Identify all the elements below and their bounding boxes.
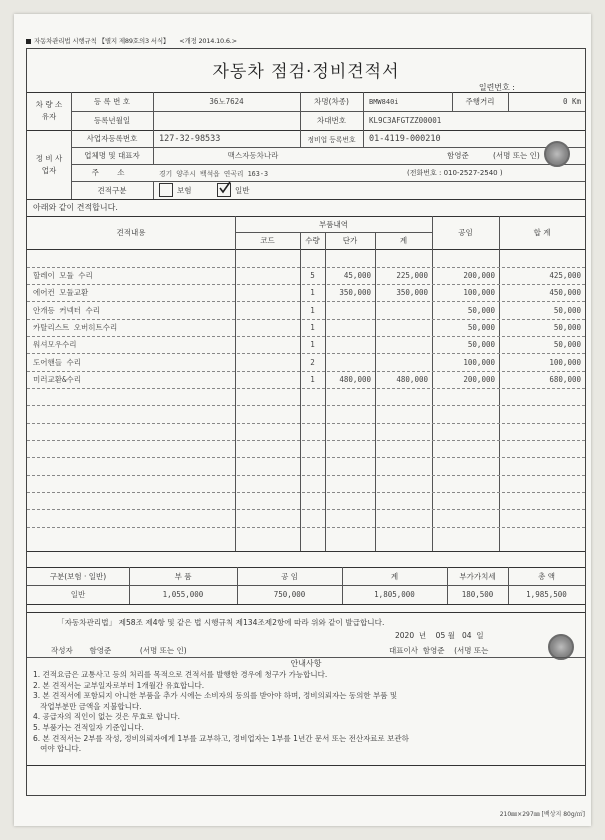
sum-vat-value: 180,500 [461, 590, 494, 599]
ceo-label: 대표이사 [389, 645, 418, 655]
sum-labor-header: 공 임 [281, 571, 298, 581]
year-label: 년 [418, 630, 427, 640]
col-item-header: 견적내용 [116, 228, 146, 237]
row-4-total: 50,000 [553, 340, 581, 349]
regdate-value [153, 111, 300, 130]
bizno-label: 사업자등록번호 [86, 134, 138, 143]
sum-parts-value: 1,055,000 [162, 590, 204, 599]
mileage-value: 0 Km [562, 97, 581, 106]
plate-label: 등 록 번 호 [93, 97, 131, 106]
row-3-labor: 50,000 [467, 323, 495, 332]
row-2-qty: 1 [310, 305, 315, 315]
row-2-item: 안개등 커넥터 수리 [33, 305, 100, 315]
issue-date [395, 629, 575, 641]
row-3-total: 50,000 [553, 323, 581, 332]
regulation-note: 자동차관리법 시행규칙 【별지 제89호의3 서식】 [34, 37, 170, 45]
general-checkbox[interactable] [217, 183, 231, 197]
repairno-value: 01-4119-000210 [369, 133, 441, 144]
notice-title: 안내사항 [290, 659, 322, 668]
row-1-item: 에어컨 모듈교환 [33, 288, 89, 297]
row-3-item: 카탈리스트 오버히트수리 [33, 323, 118, 332]
notice-item-5: 5. 부품가는 견적일자 기준입니다. [33, 722, 144, 732]
bizno-value: 127-32-98533 [159, 133, 221, 144]
company-name-label: 업체명 및 대표자 [84, 151, 140, 160]
sum-type-header: 구분(보험 · 일반) [49, 571, 107, 581]
col-parts-header: 부품내역 [319, 219, 348, 229]
row-6-labor: 200,000 [463, 375, 495, 384]
row-1-price: 350,000 [339, 288, 371, 297]
law-text: 「자동차관리법」 제58조 제4항 및 같은 법 시행규칙 제134조제2항에 따라 위와 같이 발급합니다. [57, 617, 385, 627]
sum-labor-value: 750,000 [273, 590, 306, 599]
row-5-labor: 100,000 [463, 357, 495, 367]
row-2-labor: 50,000 [467, 305, 495, 315]
sum-sum-header: 계 [390, 571, 399, 581]
row-2-total: 50,000 [553, 305, 581, 315]
row-5-total: 100,000 [549, 357, 581, 367]
phone-value: (전화번호 : 010-2527-2540 ) [407, 168, 503, 177]
notice-item-1: 1. 견적요금은 교통사고 등의 처리를 목적으로 견적서를 발행한 경우에 청구가 가능합니다. [33, 670, 328, 679]
month-label: 월 [447, 630, 455, 640]
insurance-label: 보험 [177, 185, 192, 195]
col-code-header: 코드 [260, 236, 275, 245]
check-mark-icon [218, 181, 232, 195]
notice-item-6: 6. 본 견적서는 2부를 작성, 정비의뢰자에게 1부를 교부하고, 정비업자는 1부를 1년간 문서 또는 전산자료로 보관하 [33, 733, 409, 743]
sum-grand-value: 1,985,500 [526, 590, 567, 599]
notice-item-6b: 여야 합니다. [33, 744, 82, 754]
notice-item-3b: 작업부분만 금액을 지불합니다. [33, 701, 142, 711]
row-1-qty: 1 [310, 288, 315, 297]
notice-item-4: 4. 공급자의 직인이 없는 것은 무효로 합니다. [33, 712, 181, 722]
issue-year: 2020 [395, 630, 415, 640]
revision-note: <개정 2014.10.6.> [179, 37, 237, 45]
row-4-qty: 1 [310, 340, 315, 349]
row-0-qty: 5 [310, 271, 315, 280]
sum-vat-header: 부가가치세 [459, 571, 496, 581]
page-title: 자동차 점검·정비견적서 [212, 62, 400, 82]
row-0-item: 할레이 모듈 수리 [33, 271, 93, 280]
col-qty-header: 수량 [305, 236, 320, 245]
address-value: 경기 양주시 백석읍 연곡리 163-3 [159, 169, 269, 178]
day-label: 일 [476, 630, 484, 640]
issue-day: 04 [462, 630, 472, 640]
col-price-header: 단가 [342, 236, 358, 245]
row-0-total: 425,000 [549, 271, 581, 280]
ceo-sign-label: (서명 또는 [454, 645, 489, 655]
model-label: 차명(차종) [314, 97, 349, 106]
writer-label: 작성자 [51, 645, 73, 655]
writer-sign-label: (서명 또는 인) [139, 645, 187, 655]
paper-size-note: 210㎜×297㎜ [백상지 80g/㎡] [499, 811, 585, 818]
company-name-value: 맥스자동차나라 [227, 151, 279, 160]
owner-name: 함영준 [447, 151, 469, 160]
row-4-item: 워셔모우수리 [33, 340, 77, 349]
repairno-label: 정비업 등록번호 [307, 135, 356, 144]
row-1-labor: 100,000 [463, 288, 495, 297]
vin-label: 차대번호 [317, 116, 346, 125]
issue-month: 05 [435, 630, 446, 640]
row-0-price: 45,000 [343, 271, 371, 280]
sum-grand-header: 총 액 [538, 571, 555, 581]
col-amount-header: 계 [399, 236, 408, 245]
owner-sign-label: (서명 또는 인) [493, 151, 540, 160]
notice-item-2: 2. 본 견적서는 교부일자로부터 1개월간 유효합니다. [33, 680, 205, 690]
ceo-value: 함영준 [422, 645, 445, 655]
row-1-amount: 350,000 [396, 288, 428, 297]
vehicle-section-label: 차 량 소유자 [35, 100, 63, 121]
row-6-total: 680,000 [549, 375, 581, 384]
mileage-label: 주행거리 [465, 97, 495, 106]
insurance-checkbox[interactable] [159, 183, 173, 197]
col-total-header: 합 계 [533, 228, 551, 237]
row-6-price: 480,000 [339, 375, 371, 384]
plate-value: 36노7624 [209, 97, 244, 106]
sum-type-value: 일반 [70, 590, 86, 599]
row-0-labor: 200,000 [463, 271, 495, 280]
model-value: BMW840i [369, 97, 399, 106]
row-1-total: 450,000 [549, 288, 581, 297]
row-6-item: 미러교환&수리 [33, 375, 81, 384]
writer-value: 함영준 [89, 645, 112, 655]
estimate-intro: 아래와 같이 견적합니다. [33, 203, 118, 212]
general-option[interactable] [217, 181, 287, 199]
form-frame [26, 48, 586, 796]
notice-list [33, 670, 581, 755]
row-6-qty: 1 [310, 375, 315, 384]
vin-value: KL9C3AFGTZZ00001 [369, 116, 442, 125]
estimate-sheet [14, 14, 591, 826]
regulation-header [26, 36, 237, 45]
address-label: 주 소 [91, 168, 133, 177]
square-bullet-icon [26, 39, 31, 44]
row-6-amount: 480,000 [396, 375, 428, 384]
sum-parts-header: 부 품 [174, 571, 192, 581]
estimate-type-label: 견적구분 [97, 185, 127, 195]
col-labor-header: 공임 [458, 228, 473, 237]
row-5-item: 도어핸들 수리 [33, 357, 81, 367]
row-5-qty: 2 [310, 357, 315, 367]
sum-sum-value: 1,805,000 [374, 590, 415, 599]
regdate-label: 등록년월일 [93, 116, 131, 125]
row-3-qty: 1 [310, 323, 315, 332]
shop-section-label: 정 비 사업자 [35, 153, 63, 175]
row-4-labor: 50,000 [467, 340, 495, 349]
serial-label: 일련번호 : [478, 83, 515, 92]
row-0-amount: 225,000 [396, 271, 428, 280]
general-label: 일반 [235, 185, 250, 195]
notice-item-3: 3. 본 견적서에 포함되지 아니한 부품을 추가 시에는 소비자의 동의를 받아야 하며, 정비의뢰자는 동의한 부품 및 [33, 691, 398, 701]
